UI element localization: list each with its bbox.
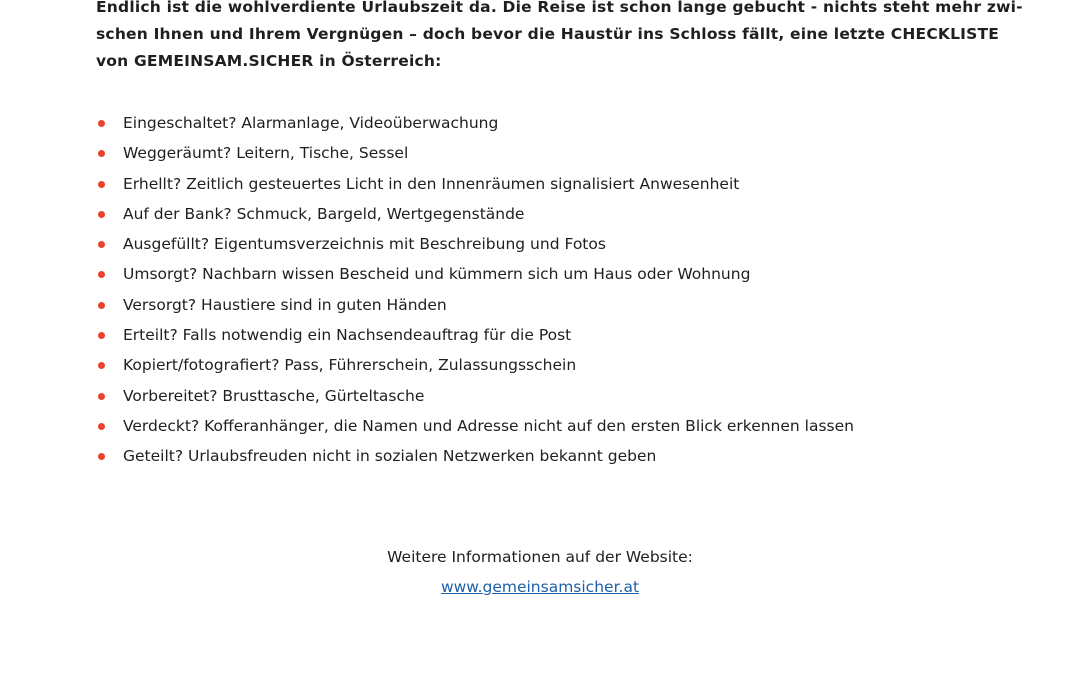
intro-line: schen Ihnen und Ihrem Vergnügen – doch bevor die Haustür ins Schloss fällt, eine letzte CHECKLISTE xyxy=(96,25,1000,43)
checklist-item: Erteilt? Falls notwendig ein Nachsendeauftrag für die Post xyxy=(96,320,854,350)
intro-paragraph xyxy=(96,0,1023,75)
checklist-item: Kopiert/fotografiert? Pass, Führerschein, Zulassungsschein xyxy=(96,350,854,380)
checklist-item: Auf der Bank? Schmuck, Bargeld, Wertgegenstände xyxy=(96,199,854,229)
checklist-item: Eingeschaltet? Alarmanlage, Videoüberwachung xyxy=(96,108,854,138)
checklist-item: Erhellt? Zeitlich gesteuertes Licht in den Innenräumen signalisiert Anwesenheit xyxy=(96,169,854,199)
checklist-item: Vorbereitet? Brusttasche, Gürteltasche xyxy=(96,381,854,411)
checklist-item: Versorgt? Haustiere sind in guten Händen xyxy=(96,290,854,320)
checklist-item: Verdeckt? Kofferanhänger, die Namen und Adresse nicht auf den ersten Blick erkennen lassen xyxy=(96,411,854,441)
website-container xyxy=(0,578,1080,596)
checklist-item: Weggeräumt? Leitern, Tische, Sessel xyxy=(96,138,854,168)
checklist-item: Ausgefüllt? Eigentumsverzeichnis mit Beschreibung und Fotos xyxy=(96,229,854,259)
intro-line: von GEMEINSAM.SICHER in Österreich: xyxy=(96,52,442,70)
checklist-item: Umsorgt? Nachbarn wissen Bescheid und kümmern sich um Haus oder Wohnung xyxy=(96,259,854,289)
intro-line: Endlich ist die wohlverdiente Urlaubszeit da. Die Reise ist schon lange gebucht - nichts steht mehr zwi- xyxy=(96,0,1023,16)
checklist xyxy=(96,108,854,472)
more-info-text: Weitere Informationen auf der Website: xyxy=(387,548,693,566)
checklist-item: Geteilt? Urlaubsfreuden nicht in sozialen Netzwerken bekannt geben xyxy=(96,441,854,471)
website-link[interactable]: www.gemeinsamsicher.at xyxy=(440,578,640,596)
